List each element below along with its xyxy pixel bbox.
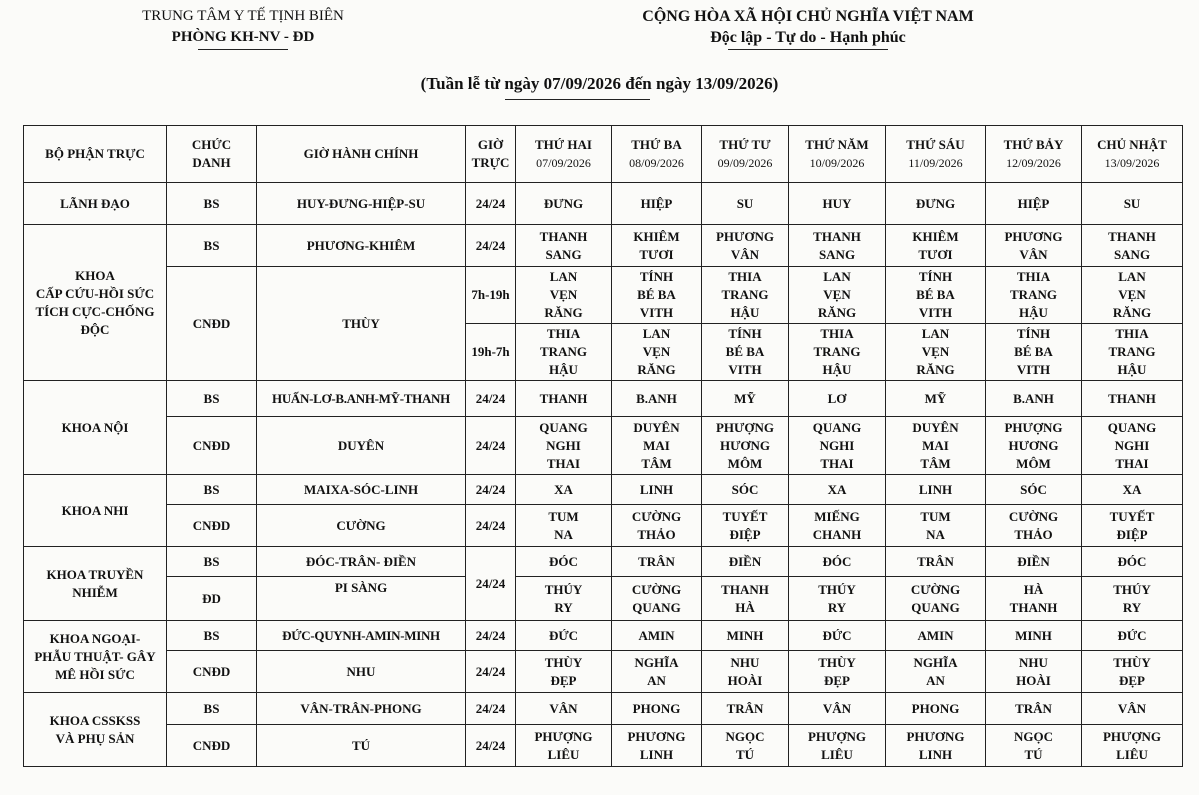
role-cell: CNĐD <box>167 651 257 693</box>
table-row <box>24 621 1183 651</box>
header-day-mon <box>516 126 612 183</box>
table-row <box>24 267 1183 324</box>
table-row <box>24 183 1183 225</box>
table-row <box>24 505 1183 547</box>
dept-cell: KHOA NGOẠI- PHẪU THUẬT- GÂY MÊ HỒI SỨC <box>24 621 167 693</box>
duty-cell: PHƯỢNG LIÊU <box>789 725 886 767</box>
duty-cell: ĐIỀN <box>702 547 789 577</box>
table-row <box>24 475 1183 505</box>
duty-cell: THANH SANG <box>789 225 886 267</box>
day-date: 09/09/2026 <box>717 156 773 170</box>
duty-cell: THÚY RY <box>516 577 612 621</box>
duty-cell: PHONG <box>612 693 702 725</box>
office-cell: TÚ <box>257 725 466 767</box>
duty-cell: THIA TRANG HẬU <box>1082 324 1183 381</box>
role-cell: BS <box>167 475 257 505</box>
duty-cell: THIA TRANG HẬU <box>986 267 1082 324</box>
header-day-sun <box>1082 126 1183 183</box>
dept-cell: KHOA CẤP CỨU-HỒI SỨC TÍCH CỰC-CHỐNG ĐỘC <box>24 225 167 381</box>
day-name: THỨ SÁU <box>906 137 965 152</box>
table-row <box>24 417 1183 475</box>
table-row <box>24 693 1183 725</box>
duty-cell: LAN VẸN RĂNG <box>886 324 986 381</box>
shift-cell: 24/24 <box>466 417 516 475</box>
duty-cell: QUANG NGHI THAI <box>1082 417 1183 475</box>
role-cell: BS <box>167 547 257 577</box>
duty-cell: PHƯỢNG LIÊU <box>516 725 612 767</box>
national-header <box>608 6 1008 50</box>
duty-cell: LINH <box>612 475 702 505</box>
dept-cell: KHOA CSSKSS VÀ PHỤ SẢN <box>24 693 167 767</box>
duty-cell: B.ANH <box>986 381 1082 417</box>
duty-cell: MỸ <box>886 381 986 417</box>
duty-cell: ĐƯNG <box>516 183 612 225</box>
office-cell: THÙY <box>257 267 466 381</box>
duty-cell: THÙY ĐẸP <box>516 651 612 693</box>
week-range-title: (Tuần lễ từ ngày 07/09/2026 đến ngày 13/09/2026) <box>420 74 779 93</box>
duty-schedule-table <box>23 125 1183 767</box>
shift-cell: 19h-7h <box>466 324 516 381</box>
duty-cell: THANH <box>516 381 612 417</box>
role-cell: CNĐD <box>167 505 257 547</box>
duty-cell: HUY <box>789 183 886 225</box>
duty-cell: LAN VẸN RĂNG <box>516 267 612 324</box>
office-cell: PI SÀNG <box>257 577 466 621</box>
shift-cell: 24/24 <box>466 547 516 621</box>
role-cell: BS <box>167 183 257 225</box>
department-name: PHÒNG KH-NV - ĐD <box>171 29 315 45</box>
duty-cell: TUYẾT ĐIỆP <box>1082 505 1183 547</box>
duty-cell: ĐƯNG <box>886 183 986 225</box>
duty-cell: NHU HOÀI <box>702 651 789 693</box>
day-date: 08/09/2026 <box>629 156 684 170</box>
duty-cell: KHIÊM TƯƠI <box>612 225 702 267</box>
duty-cell: TÍNH BÉ BA VITH <box>986 324 1082 381</box>
duty-cell: ĐỨC <box>1082 621 1183 651</box>
nation-name: CỘNG HÒA XÃ HỘI CHỦ NGHĨA VIỆT NAM <box>642 8 974 25</box>
duty-cell: XA <box>516 475 612 505</box>
duty-cell: THANH <box>1082 381 1183 417</box>
day-name: THỨ HAI <box>535 137 592 152</box>
shift-cell: 24/24 <box>466 381 516 417</box>
office-cell: MAIXA-SÓC-LINH <box>257 475 466 505</box>
duty-cell: TRÂN <box>612 547 702 577</box>
department-underline <box>198 49 288 50</box>
day-name: THỨ NĂM <box>805 137 869 152</box>
duty-cell: CƯỜNG QUANG <box>886 577 986 621</box>
office-cell: CƯỜNG <box>257 505 466 547</box>
duty-cell: MINH <box>986 621 1082 651</box>
duty-cell: SÓC <box>702 475 789 505</box>
duty-cell: TRÂN <box>986 693 1082 725</box>
duty-cell: SÓC <box>986 475 1082 505</box>
table-row <box>24 651 1183 693</box>
table-header-row <box>24 126 1183 183</box>
office-cell: ĐÓC-TRÂN- ĐIỀN <box>257 547 466 577</box>
day-date: 07/09/2026 <box>536 156 591 170</box>
duty-cell: PHƯƠNG VÂN <box>702 225 789 267</box>
duty-cell: ĐỨC <box>516 621 612 651</box>
duty-cell: TUM NA <box>516 505 612 547</box>
header-day-thu <box>789 126 886 183</box>
duty-cell: ĐÓC <box>1082 547 1183 577</box>
duty-cell: KHIÊM TƯƠI <box>886 225 986 267</box>
week-range-underline <box>505 99 650 100</box>
duty-cell: TÍNH BÉ BA VITH <box>886 267 986 324</box>
office-cell: NHU <box>257 651 466 693</box>
day-date: 11/09/2026 <box>908 156 963 170</box>
duty-cell: THIA TRANG HẬU <box>702 267 789 324</box>
duty-cell: NGỌC TÚ <box>986 725 1082 767</box>
duty-cell: LAN VẸN RĂNG <box>789 267 886 324</box>
duty-cell: ĐIỀN <box>986 547 1082 577</box>
duty-cell: CƯỜNG QUANG <box>612 577 702 621</box>
role-cell: CNĐD <box>167 267 257 381</box>
office-cell: HUY-ĐƯNG-HIỆP-SU <box>257 183 466 225</box>
shift-cell: 24/24 <box>466 725 516 767</box>
duty-cell: MỸ <box>702 381 789 417</box>
header-office-hours: GIỜ HÀNH CHÍNH <box>257 126 466 183</box>
duty-cell: ĐÓC <box>516 547 612 577</box>
duty-cell: MINH <box>702 621 789 651</box>
duty-cell: PHƯƠNG VÂN <box>986 225 1082 267</box>
organization-header <box>118 6 368 50</box>
role-cell: BS <box>167 381 257 417</box>
shift-cell: 24/24 <box>466 183 516 225</box>
shift-cell: 24/24 <box>466 505 516 547</box>
table-row <box>24 381 1183 417</box>
role-cell: BS <box>167 693 257 725</box>
duty-cell: SU <box>1082 183 1183 225</box>
duty-cell: HIỆP <box>612 183 702 225</box>
duty-cell: LINH <box>886 475 986 505</box>
duty-cell: XA <box>1082 475 1183 505</box>
role-cell: BS <box>167 225 257 267</box>
duty-cell: NGHĨA AN <box>886 651 986 693</box>
duty-cell: THÚY RY <box>789 577 886 621</box>
duty-cell: ĐỨC <box>789 621 886 651</box>
duty-cell: PHƯƠNG LINH <box>886 725 986 767</box>
duty-cell: DUYÊN MAI TÂM <box>886 417 986 475</box>
role-cell: BS <box>167 621 257 651</box>
day-date: 13/09/2026 <box>1104 156 1160 170</box>
duty-cell: AMIN <box>612 621 702 651</box>
duty-cell: CƯỜNG THẢO <box>986 505 1082 547</box>
duty-cell: QUANG NGHI THAI <box>516 417 612 475</box>
duty-cell: TUYẾT ĐIỆP <box>702 505 789 547</box>
office-cell: PHƯƠNG-KHIÊM <box>257 225 466 267</box>
role-cell: CNĐD <box>167 725 257 767</box>
duty-cell: DUYÊN MAI TÂM <box>612 417 702 475</box>
shift-cell: 7h-19h <box>466 267 516 324</box>
day-name: THỨ TƯ <box>719 137 771 152</box>
table-row <box>24 725 1183 767</box>
duty-cell: MIẾNG CHANH <box>789 505 886 547</box>
duty-cell: PHONG <box>886 693 986 725</box>
dept-cell: LÃNH ĐẠO <box>24 183 167 225</box>
duty-cell: THIA TRANG HẬU <box>516 324 612 381</box>
duty-cell: THÚY RY <box>1082 577 1183 621</box>
duty-cell: THANH HÀ <box>702 577 789 621</box>
dept-cell: KHOA NHI <box>24 475 167 547</box>
role-cell: CNĐD <box>167 417 257 475</box>
duty-cell: THÙY ĐẸP <box>1082 651 1183 693</box>
duty-cell: THANH SANG <box>1082 225 1183 267</box>
organization-name: TRUNG TÂM Y TẾ TỊNH BIÊN <box>142 8 344 24</box>
duty-cell: LAN VẸN RĂNG <box>1082 267 1183 324</box>
header-day-sat <box>986 126 1082 183</box>
office-cell: HUẤN-LƠ-B.ANH-MỸ-THANH <box>257 381 466 417</box>
shift-cell: 24/24 <box>466 693 516 725</box>
header-role: CHỨC DANH <box>167 126 257 183</box>
duty-cell: PHƯỢNG LIÊU <box>1082 725 1183 767</box>
duty-cell: PHƯỢNG HƯƠNG MÔM <box>986 417 1082 475</box>
duty-cell: NHU HOÀI <box>986 651 1082 693</box>
duty-cell: TUM NA <box>886 505 986 547</box>
office-cell: VÂN-TRÂN-PHONG <box>257 693 466 725</box>
day-date: 10/09/2026 <box>809 156 865 170</box>
duty-cell: VÂN <box>516 693 612 725</box>
shift-cell: 24/24 <box>466 651 516 693</box>
duty-cell: TRÂN <box>886 547 986 577</box>
duty-cell: TRÂN <box>702 693 789 725</box>
duty-cell: TÍNH BÉ BA VITH <box>612 267 702 324</box>
duty-cell: SU <box>702 183 789 225</box>
duty-cell: TÍNH BÉ BA VITH <box>702 324 789 381</box>
duty-cell: QUANG NGHI THAI <box>789 417 886 475</box>
duty-cell: VÂN <box>1082 693 1183 725</box>
office-cell: ĐỨC-QUYNH-AMIN-MINH <box>257 621 466 651</box>
duty-cell: THIA TRANG HẬU <box>789 324 886 381</box>
shift-cell: 24/24 <box>466 621 516 651</box>
header-day-fri <box>886 126 986 183</box>
day-date: 12/09/2026 <box>1006 156 1061 170</box>
duty-cell: HIỆP <box>986 183 1082 225</box>
duty-cell: HÀ THANH <box>986 577 1082 621</box>
duty-cell: VÂN <box>789 693 886 725</box>
table-row <box>24 225 1183 267</box>
dept-cell: KHOA TRUYỀN NHIỄM <box>24 547 167 621</box>
office-cell: DUYÊN <box>257 417 466 475</box>
duty-cell: PHƯƠNG LINH <box>612 725 702 767</box>
table-row <box>24 547 1183 577</box>
shift-cell: 24/24 <box>466 225 516 267</box>
day-name: THỨ BA <box>631 137 682 152</box>
header-day-wed <box>702 126 789 183</box>
shift-cell: 24/24 <box>466 475 516 505</box>
header-dept: BỘ PHẬN TRỰC <box>24 126 167 183</box>
dept-cell: KHOA NỘI <box>24 381 167 475</box>
duty-cell: THÙY ĐẸP <box>789 651 886 693</box>
duty-cell: XA <box>789 475 886 505</box>
duty-cell: AMIN <box>886 621 986 651</box>
duty-cell: THANH SANG <box>516 225 612 267</box>
role-cell: ĐD <box>167 577 257 621</box>
nation-motto: Độc lập - Tự do - Hạnh phúc <box>710 29 906 46</box>
duty-cell: PHƯỢNG HƯƠNG MÔM <box>702 417 789 475</box>
duty-cell: LƠ <box>789 381 886 417</box>
duty-cell: ĐÓC <box>789 547 886 577</box>
duty-cell: LAN VẸN RĂNG <box>612 324 702 381</box>
duty-cell: NGHĨA AN <box>612 651 702 693</box>
motto-underline <box>728 49 888 50</box>
duty-cell: CƯỜNG THẢO <box>612 505 702 547</box>
table-row <box>24 577 1183 621</box>
duty-cell: NGỌC TÚ <box>702 725 789 767</box>
day-name: THỨ BẢY <box>1003 137 1064 152</box>
header-shift: GIỜ TRỰC <box>466 126 516 183</box>
day-name: CHỦ NHẬT <box>1097 137 1167 152</box>
duty-cell: B.ANH <box>612 381 702 417</box>
header-day-tue <box>612 126 702 183</box>
